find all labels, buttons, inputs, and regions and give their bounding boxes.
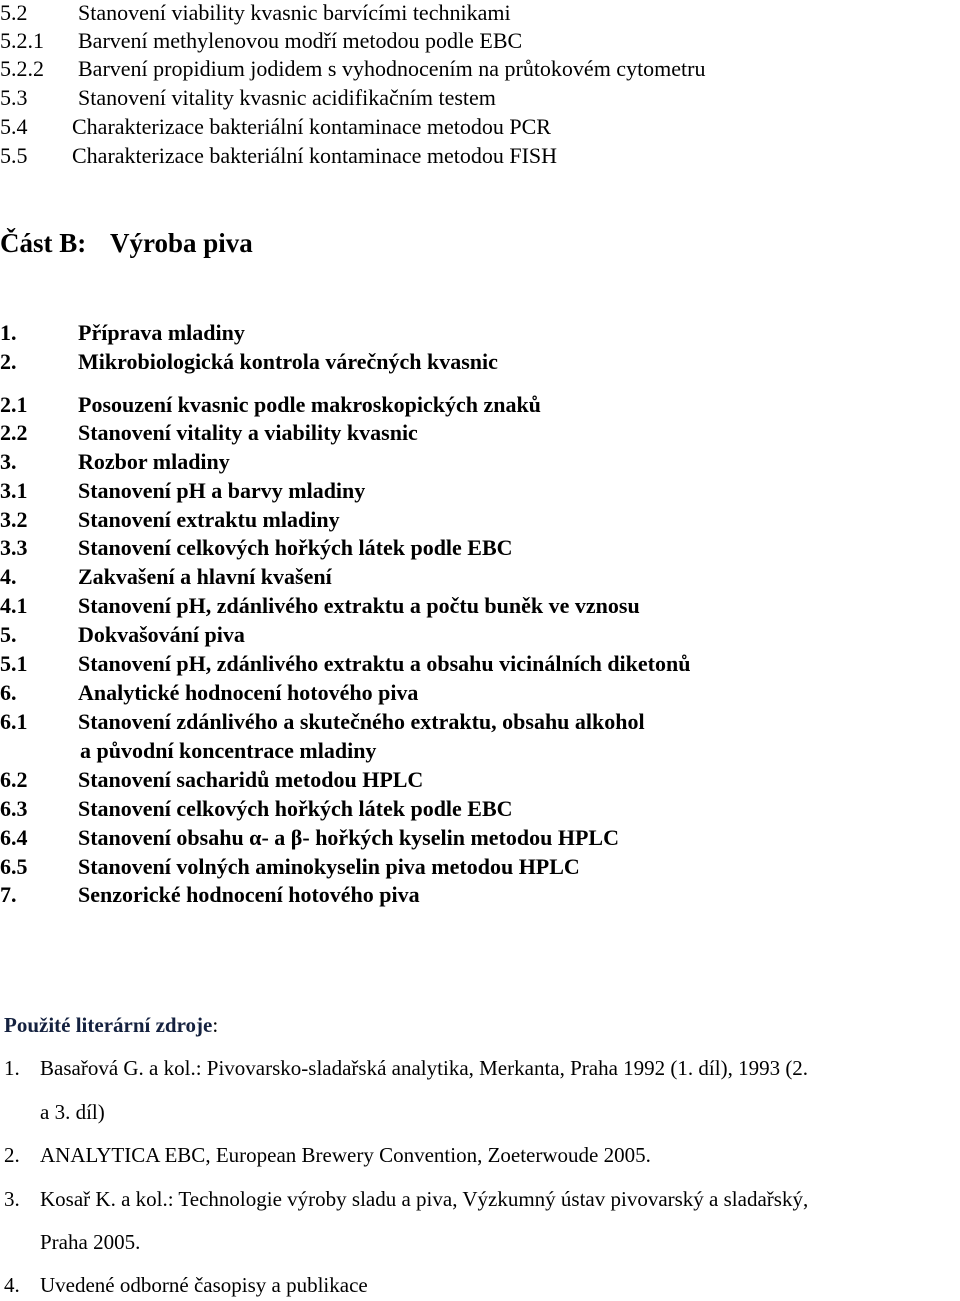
toc-entry-text: Příprava mladiny <box>78 320 245 345</box>
toc-entry-text: Stanovení celkových hořkých látek podle EBC <box>78 796 513 821</box>
toc-entry-number: 3.3 <box>0 535 28 560</box>
reference-number: 3. <box>4 1187 20 1211</box>
toc-entry-text: Barvení propidium jodidem s vyhodnocením na průtokovém cytometru <box>78 56 706 81</box>
toc-entry-text: Stanovení pH, zdánlivého extraktu a počtu buněk ve vznosu <box>78 593 640 618</box>
toc-entry-text: Dokvašování piva <box>78 622 245 647</box>
toc-entry-text: Stanovení vitality a viability kvasnic <box>78 420 418 445</box>
toc-entry-text: Stanovení pH, zdánlivého extraktu a obsahu vicinálních diketonů <box>78 651 691 676</box>
toc-entry-text: Rozbor mladiny <box>78 449 230 474</box>
toc-entry-number: 4.1 <box>0 593 28 618</box>
reference-text: ANALYTICA EBC, European Brewery Convention, Zoeterwoude 2005. <box>40 1143 651 1167</box>
literature-heading <box>4 1012 218 1038</box>
toc-entry-number: 5.3 <box>0 85 28 110</box>
toc-entry-number: 5.2 <box>0 0 28 25</box>
literature-heading-text: Použité literární zdroje <box>4 1013 213 1037</box>
toc-entry-text: Stanovení pH a barvy mladiny <box>78 478 366 503</box>
toc-entry-text: Barvení methylenovou modří metodou podle EBC <box>78 28 523 53</box>
toc-entry-number: 3. <box>0 449 17 474</box>
toc-entry-number: 3.1 <box>0 478 28 503</box>
reference-text: Uvedené odborné časopisy a publikace <box>40 1273 368 1297</box>
toc-entry-text: Stanovení volných aminokyselin piva metodou HPLC <box>78 854 580 879</box>
reference-text: Basařová G. a kol.: Pivovarsko-sladařská analytika, Merkanta, Praha 1992 (1. díl), 1993 (2. <box>40 1056 809 1080</box>
toc-entry-number: 6.5 <box>0 854 28 879</box>
toc-entry-number: 2.2 <box>0 420 28 445</box>
toc-entry-number: 6.2 <box>0 767 28 792</box>
toc-entry-number: 6. <box>0 680 17 705</box>
toc-entry-number: 3.2 <box>0 507 28 532</box>
toc-entry-number: 5.4 <box>0 114 28 139</box>
reference-number: 2. <box>4 1143 20 1167</box>
toc-entry-number: 7. <box>0 882 17 907</box>
toc-entry-text: Stanovení sacharidů metodou HPLC <box>78 767 424 792</box>
reference-number: 4. <box>4 1273 20 1297</box>
toc-entry-text: Senzorické hodnocení hotového piva <box>78 882 420 907</box>
toc-entry-number: 6.1 <box>0 709 28 734</box>
toc-entry-text: a původní koncentrace mladiny <box>80 738 377 763</box>
toc-entry-number: 5.2.1 <box>0 28 44 53</box>
toc-entry-number: 5. <box>0 622 17 647</box>
toc-entry-text: Analytické hodnocení hotového piva <box>78 680 419 705</box>
toc-entry-number: 4. <box>0 564 17 589</box>
reference-text: a 3. díl) <box>40 1100 105 1124</box>
toc-entry-text: Mikrobiologická kontrola várečných kvasnic <box>78 349 498 374</box>
toc-entry-text: Posouzení kvasnic podle makroskopických znaků <box>78 392 541 417</box>
toc-entry-text: Stanovení celkových hořkých látek podle EBC <box>78 535 513 560</box>
part-heading: Výroba piva <box>110 228 253 258</box>
toc-entry-number: 5.1 <box>0 651 28 676</box>
toc-entry-text: Stanovení obsahu α- a β- hořkých kyselin metodou HPLC <box>78 825 619 850</box>
toc-entry-number: 2.1 <box>0 392 28 417</box>
toc-entry-number: 6.4 <box>0 825 28 850</box>
toc-entry-text: Zakvašení a hlavní kvašení <box>78 564 332 589</box>
toc-entry-number: 6.3 <box>0 796 28 821</box>
toc-entry-number: 5.5 <box>0 143 28 168</box>
toc-entry-number: 1. <box>0 320 17 345</box>
toc-entry-text: Stanovení zdánlivého a skutečného extraktu, obsahu alkohol <box>78 709 645 734</box>
reference-number: 1. <box>4 1056 20 1080</box>
literature-heading-colon: : <box>212 1013 219 1037</box>
toc-entry-text: Stanovení vitality kvasnic acidifikačním testem <box>78 85 496 110</box>
toc-entry-text: Stanovení extraktu mladiny <box>78 507 340 532</box>
part-label: Část B: <box>0 228 87 258</box>
reference-text: Kosař K. a kol.: Technologie výroby sladu a piva, Výzkumný ústav pivovarský a sladařský, <box>40 1187 809 1211</box>
toc-entry-text: Charakterizace bakteriální kontaminace metodou FISH <box>72 143 558 168</box>
reference-text: Praha 2005. <box>40 1230 141 1254</box>
toc-entry-text: Stanovení viability kvasnic barvícími technikami <box>78 0 511 25</box>
toc-entry-number: 2. <box>0 349 17 374</box>
toc-entry-text: Charakterizace bakteriální kontaminace metodou PCR <box>72 114 551 139</box>
toc-entry-number: 5.2.2 <box>0 56 44 81</box>
